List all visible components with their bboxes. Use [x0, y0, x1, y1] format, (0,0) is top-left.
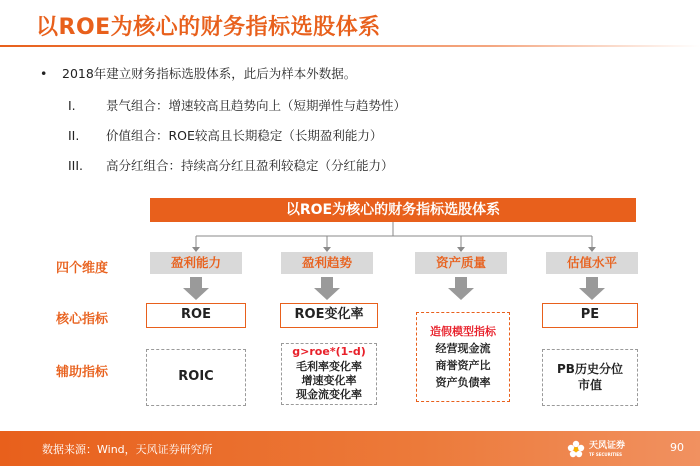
page-number: 90	[670, 441, 684, 454]
subpoint-number: III.	[68, 158, 84, 173]
dimension-profitability: 盈利能力	[150, 252, 242, 274]
down-arrow	[579, 277, 605, 300]
row-label-dimensions: 四个维度	[56, 261, 109, 276]
row-label-core: 核心指标	[56, 312, 109, 327]
aux-metric-box-profitability	[146, 349, 246, 406]
aux-metric-box-valuation	[542, 349, 638, 406]
dimension-valuation: 估值水平	[546, 252, 638, 274]
dimension-profit-trend: 盈利趋势	[281, 252, 373, 274]
branch-arrow	[457, 236, 465, 252]
fraud-model-item: 经营现金流	[435, 341, 491, 355]
down-arrow	[314, 277, 340, 300]
branch-arrow	[588, 236, 596, 252]
fraud-model-item: 商誉资产比	[435, 359, 491, 372]
bullet-text: 2018年建立财务指标选股体系，此后为样本外数据。	[62, 66, 357, 81]
logo-name: 天风证券	[589, 440, 626, 451]
page-title: 以ROE为核心的财务指标选股体系	[36, 15, 381, 40]
logo-wordmark	[589, 442, 625, 457]
branch-arrow	[192, 236, 200, 252]
fraud-model-item: 资产负债率	[435, 376, 491, 390]
aux-metric-item: ROIC	[178, 369, 214, 385]
diagram-banner: 以ROE为核心的财务指标选股体系	[150, 198, 636, 222]
aux-metric-item: 市值	[577, 377, 602, 392]
aux-metric-item: PB历史分位	[557, 361, 623, 376]
aux-metric-formula: g>roe*(1-d)	[292, 345, 366, 359]
subpoint-text: 景气组合：增速较高且趋势向上（短期弹性与趋势性）	[106, 98, 407, 113]
data-source: 数据来源：Wind，天风证券研究所	[42, 443, 213, 456]
flower-logo-icon	[566, 439, 586, 459]
subpoint-text: 价值组合：ROE较高且长期稳定（长期盈利能力）	[106, 128, 383, 143]
down-arrow	[183, 277, 209, 300]
aux-metric-item: 增速变化率	[301, 374, 357, 387]
branch-arrow	[323, 236, 331, 252]
aux-metric-item: 现金流变化率	[296, 388, 362, 402]
down-arrow	[448, 277, 474, 300]
core-metric-pe: PE	[542, 303, 638, 328]
aux-metric-box-trend	[281, 343, 377, 405]
core-metric-roe-change: ROE变化率	[280, 303, 378, 328]
subpoint-text: 高分红组合：持续高分红且盈利较稳定（分红能力）	[106, 158, 394, 173]
bullet-marker: •	[40, 66, 48, 81]
dimension-asset-quality: 资产质量	[415, 252, 507, 274]
aux-metric-item: 毛利率变化率	[296, 359, 362, 373]
fraud-model-title: 造假模型指标	[430, 324, 496, 338]
core-metric-roe: ROE	[146, 303, 246, 328]
company-logo	[566, 438, 666, 460]
logo-subtitle: TF SECURITIES	[589, 451, 623, 457]
subpoint-number: II.	[68, 128, 80, 143]
row-label-aux: 辅助指标	[56, 365, 109, 380]
fraud-model-box	[416, 312, 510, 402]
subpoint-number: I.	[68, 98, 76, 113]
